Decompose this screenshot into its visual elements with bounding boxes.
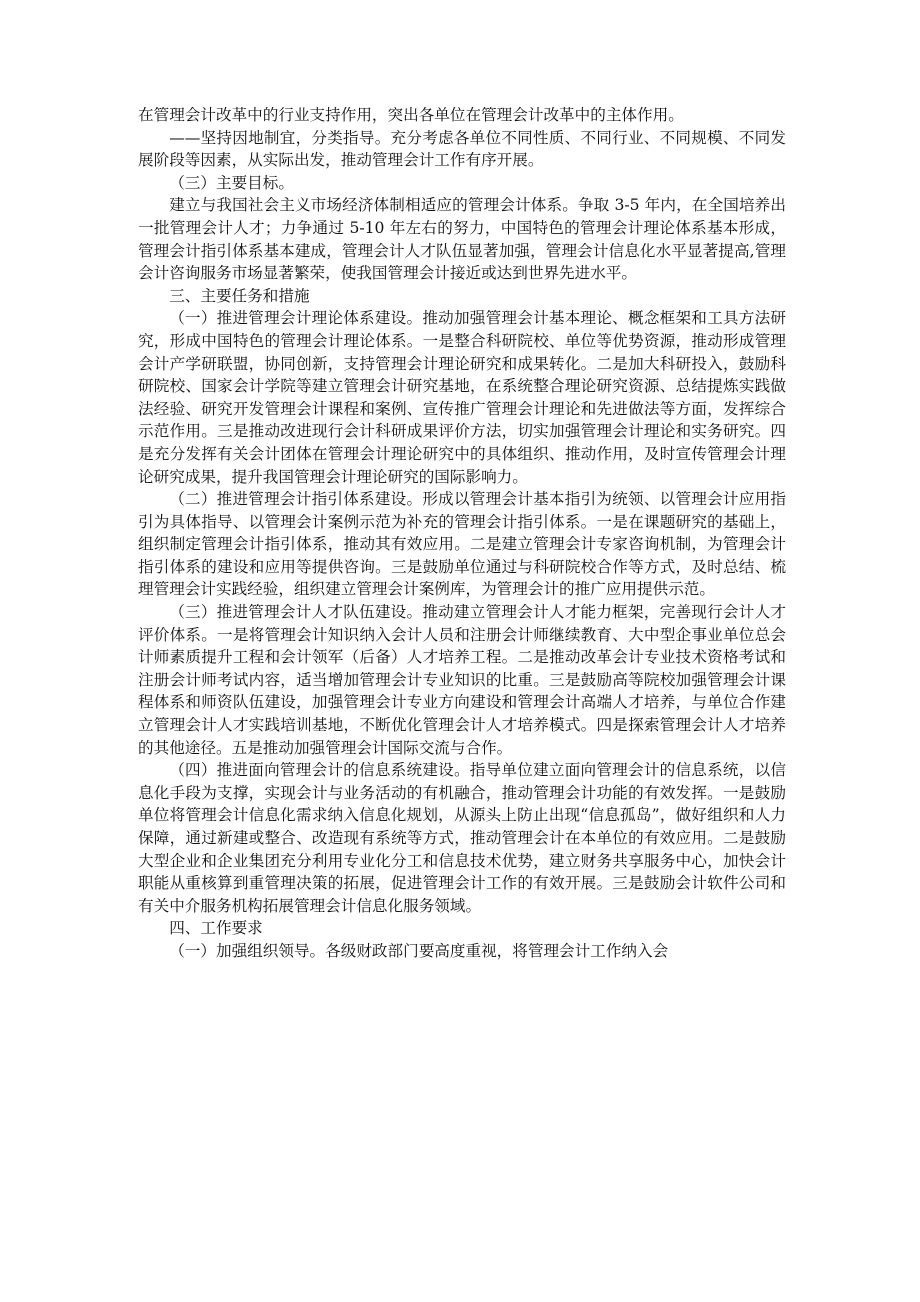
paragraph-talent-team: （三）推进管理会计人才队伍建设。推动建立管理会计人才能力框架，完善现行会计人才评价体系。一是将管理会计知识纳入会计人员和注册会计师继续教育、大中型企事业单位总会计师素质提升工程和会计领军（后备）人才培养工程。二是推动改革会计专业技术资格考试和注册会计师考试内容，适当增加管理会计专业知识的比重。三是鼓励高等院校加强管理会计课程体系和师资队伍建设，加强管理会计专业方向建设和管理会计高端人才培养，与单位合作建立管理会计人才实践培训基地，不断优化管理会计人才培养模式。四是探索管理会计人才培养的其他途径。五是推动加强管理会计国际交流与合作。 xyxy=(138,603,786,757)
paragraph-goals-body: 建立与我国社会主义市场经济体制相适应的管理会计体系。争取 3-5 年内，在全国培养出一批管理会计人才；力争通过 5-10 年左右的努力，中国特色的管理会计理论体系基本形成，管理会计指引体系基本建成，管理会计人才队伍显著加强，管理会计信息化水平显著提高,管理会计咨询服务市场显著繁荣，使我国管理会计接近或达到世界先进水平。 xyxy=(138,196,786,283)
paragraph-continuation: 在管理会计改革中的行业支持作用，突出各单位在管理会计改革中的主体作用。 xyxy=(138,106,684,124)
heading-main-goals: （三）主要目标。 xyxy=(169,173,294,192)
paragraph-information-system: （四）推进面向管理会计的信息系统建设。指导单位建立面向管理会计的信息系统，以信息化手段为支撑，实现会计与业务活动的有机融合，推动管理会计功能的有效发挥。一是鼓励单位将管理会计信息化需求纳入信息化规划，从源头上防止出现“信息孤岛”，做好组织和人力保障，通过新建或整合、改造现有系统等方式，推动管理会计在本单位的有效应用。二是鼓励大型企业和企业集团充分利用专业化分工和信息技术优势，建立财务共享服务中心，加快会计职能从重核算到重管理决策的拓展，促进管理会计工作的有效开展。三是鼓励会计软件公司和有关中介服务机构拓展管理会计信息化服务领域。 xyxy=(138,761,786,915)
document-body xyxy=(138,104,786,963)
heading-work-requirements: 四、工作要求 xyxy=(169,919,263,938)
paragraph-principle-local-conditions: ——坚持因地制宜，分类指导。充分考虑各单位不同性质、不同行业、不同规模、不同发展阶段等因素，从实际出发，推动管理会计工作有序开展。 xyxy=(138,128,786,170)
heading-main-tasks: 三、主要任务和措施 xyxy=(169,286,310,305)
paragraph-guidance-system: （二）推进管理会计指引体系建设。形成以管理会计基本指引为统领、以管理会计应用指引为具体指导、以管理会计案例示范为补充的管理会计指引体系。一是在课题研究的基础上，组织制定管理会计指引体系，推动其有效应用。二是建立管理会计专家咨询机制，为管理会计指引体系的建设和应用等提供咨询。三是鼓励单位通过与科研院校合作等方式，及时总结、梳理管理会计实践经验，组织建立管理会计案例库，为管理会计的推广应用提供示范。 xyxy=(138,490,786,599)
paragraph-organization-leadership: （一）加强组织领导。各级财政部门要高度重视，将管理会计工作纳入会 xyxy=(169,941,669,960)
paragraph-theory-system: （一）推进管理会计理论体系建设。推动加强管理会计基本理论、概念框架和工具方法研究，形成中国特色的管理会计理论体系。一是整合科研院校、单位等优势资源，推动形成管理会计产学研联盟，协同创新，支持管理会计理论研究和成果转化。二是加大科研投入，鼓励科研院校、国家会计学院等建立管理会计研究基地，在系统整合理论研究资源、总结提炼实践做法经验、研究开发管理会计课程和案例、宣传推广管理会计理论和先进做法等方面，发挥综合示范作用。三是推动改进现行会计科研成果评价方法，切实加强管理会计理论和实务研究。四是充分发挥有关会计团体在管理会计理论研究中的具体组织、推动作用，及时宣传管理会计理论研究成果，提升我国管理会计理论研究的国际影响力。 xyxy=(138,309,786,486)
